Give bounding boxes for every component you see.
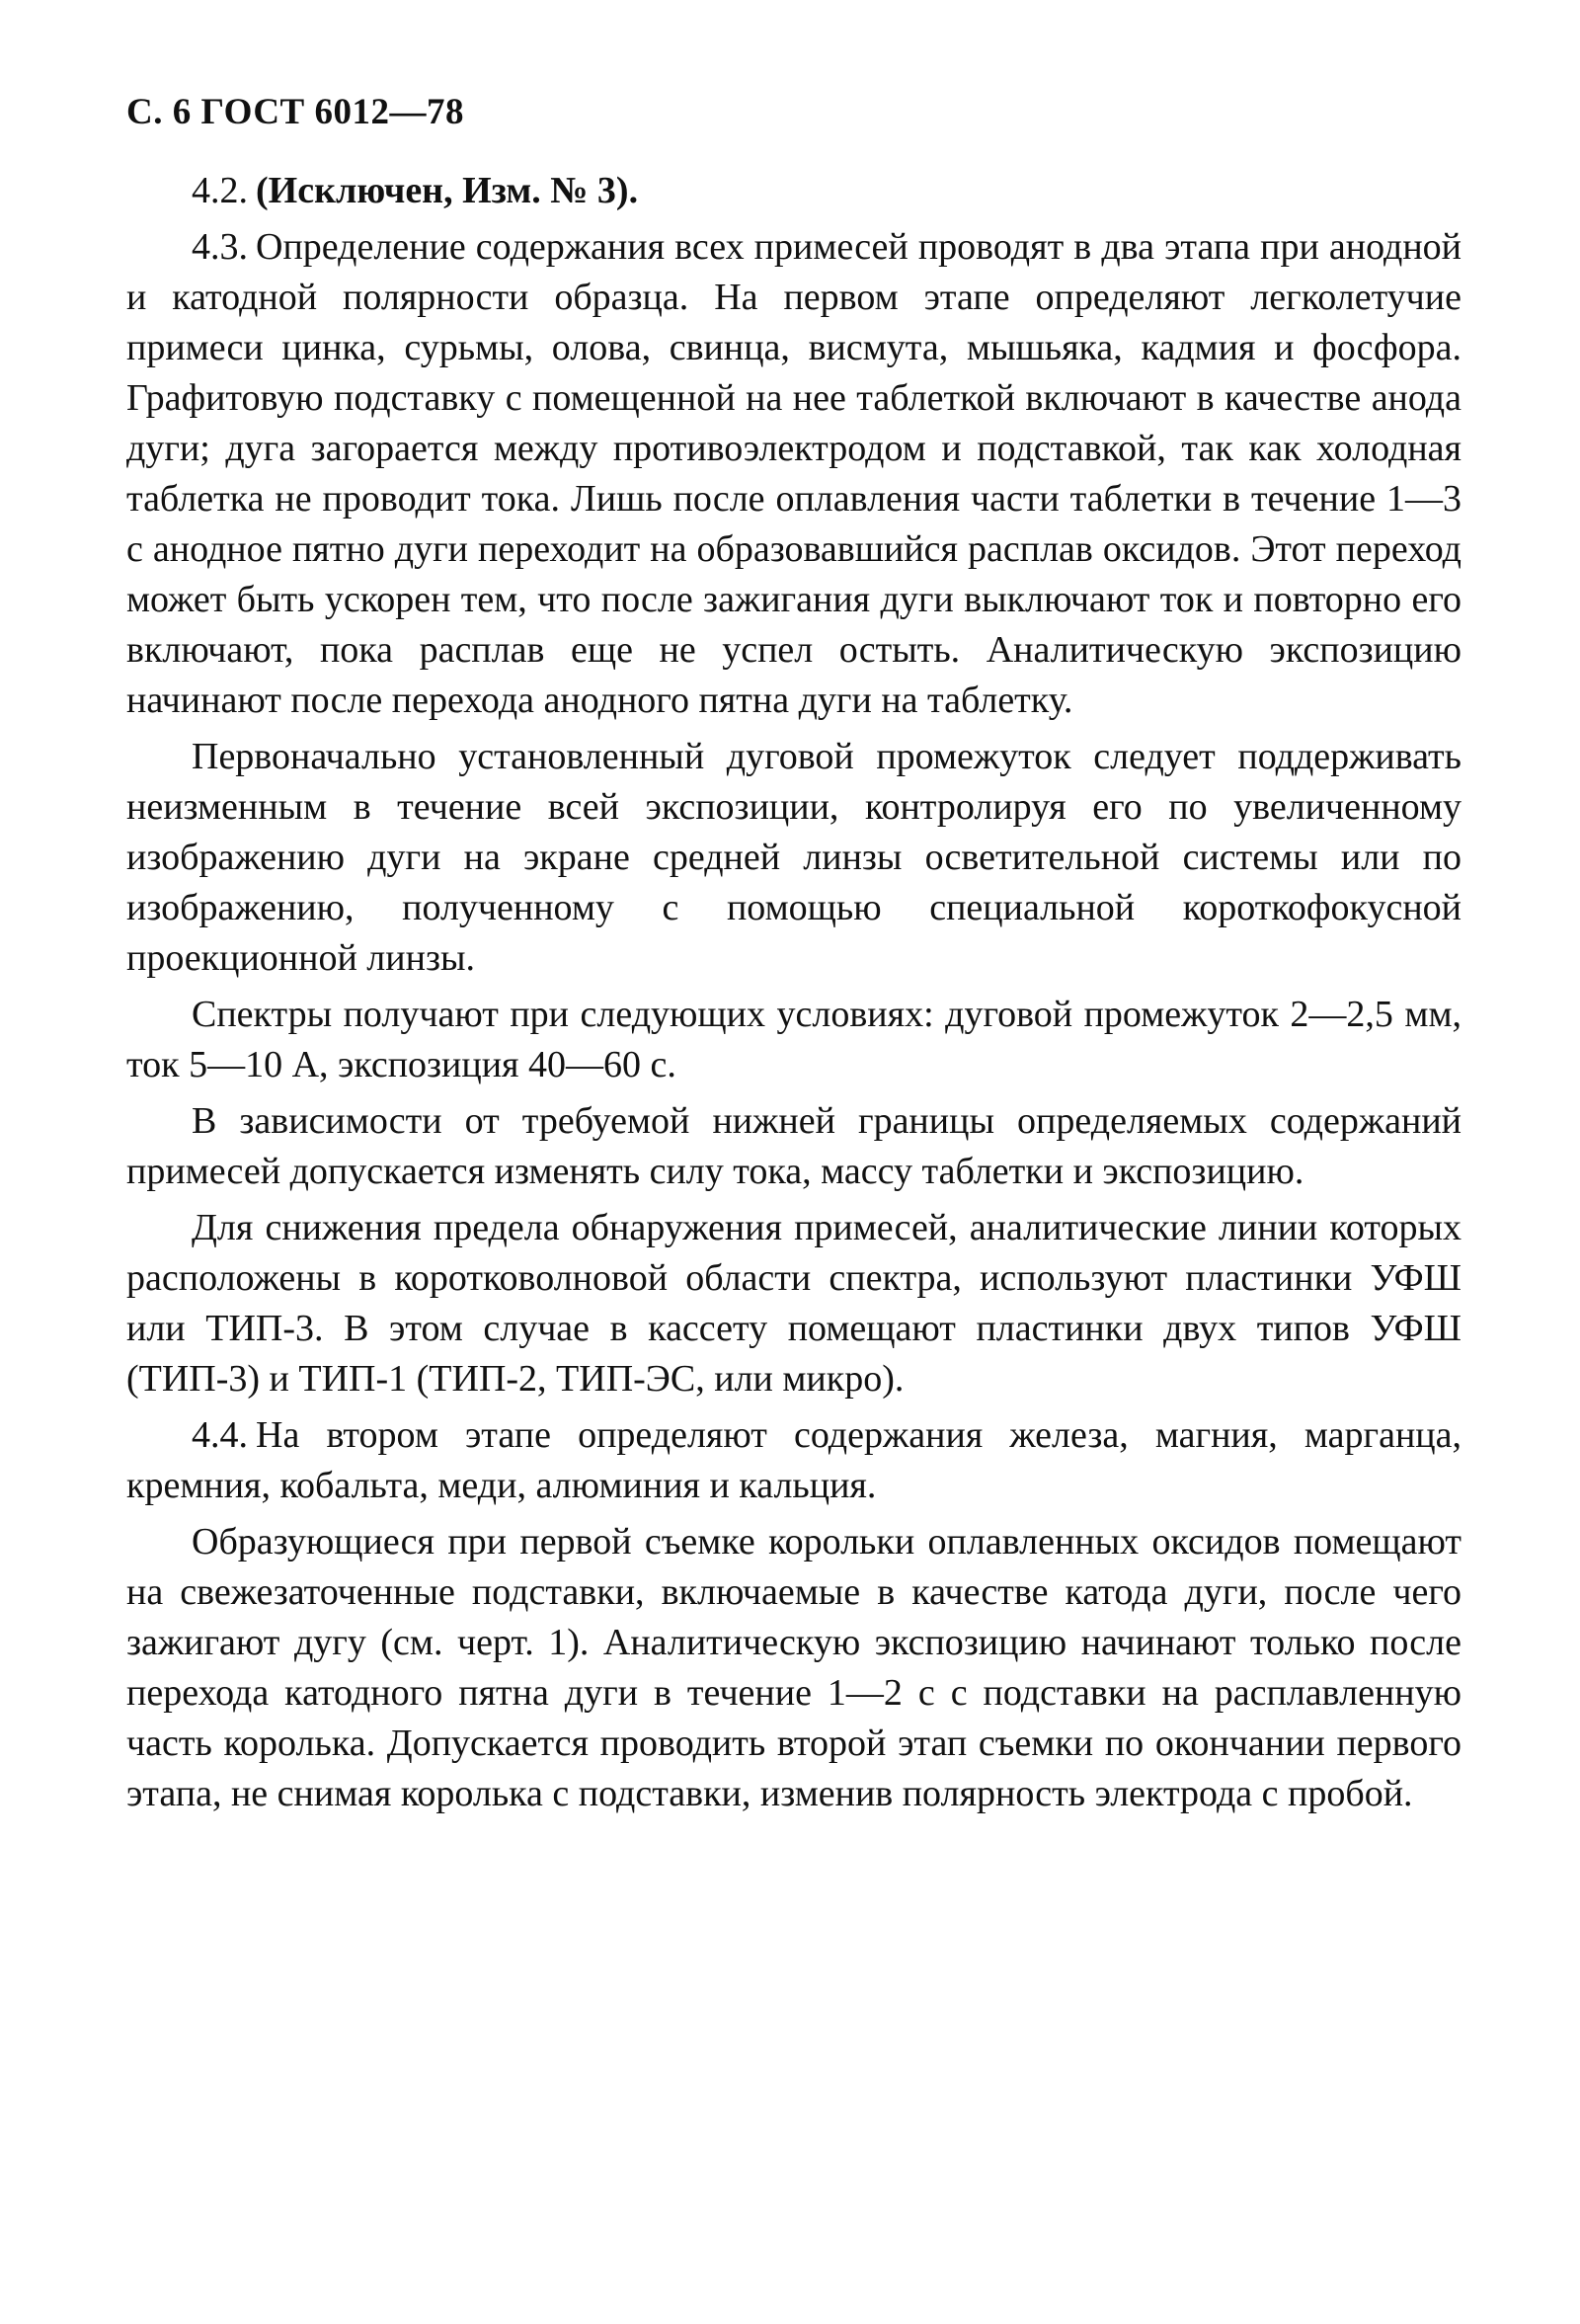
document-body [126,166,1462,1819]
paragraph-beads: Образующиеся при первой съемке корольки оплавленных оксидов помещают на свежезаточенные подставки, включаемые в качестве катода дуги, после чего зажигают дугу (см. черт. 1). Аналитическую экспозицию начинают только после перехода катодного пятна дуги в течение 1—2 с с подставки на расплавленную часть королька. Допускается проводить второй этап съемки по окончании первого этапа, не снимая королька с подставки, изменив полярность электрода с пробой. [126,1521,1462,1814]
clause-number: 4.3. [192,226,248,268]
page-header: С. 6 ГОСТ 6012—78 [126,92,464,132]
clause-4-4 [126,1410,1462,1511]
paragraph-detection-limit: Для снижения предела обнаружения примесей, аналитические линии которых расположены в коротковолновой области спектра, используют пластинки УФШ или ТИП-3. В этом случае в кассету помещают пластинки двух типов УФШ (ТИП-3) и ТИП-1 (ТИП-2, ТИП-ЭС, или микро). [126,1207,1462,1400]
clause-number: 4.4. [192,1414,248,1456]
clause-text: Определение содержания всех примесей проводят в два этапа при анодной и катодной полярности образца. На первом этапе определяют легколетучие примеси цинка, сурьмы, олова, свинца, висмута, мышьяка, кадмия и фосфора. Графитовую подставку с помещенной на нее таблеткой включают в качестве анода дуги; дуга загорается между противоэлектродом и подставкой, так как холодная таблетка не проводит тока. Лишь после оплавления части таблетки в течение 1—3 с анодное пятно дуги переходит на образовавшийся расплав оксидов. Этот переход может быть ускорен тем, что после зажигания дуги выключают ток и повторно его включают, пока расплав еще не успел остыть. Аналитическую экспозицию начинают после перехода анодного пятна дуги на таблетку. [126,226,1462,721]
clause-text: (Исключен, Изм. № 3). [256,170,639,211]
clause-number: 4.2. [192,170,248,211]
clause-text: На втором этапе определяют содержания железа, магния, марганца, кремния, кобальта, меди, алюминия и кальция. [126,1414,1462,1506]
clause-4-3 [126,222,1462,726]
paragraph-spectra-conditions: Спектры получают при следующих условиях: дуговой промежуток 2—2,5 мм, ток 5—10 А, экспозиция 40—60 с. [126,994,1462,1085]
paragraph-dependence: В зависимости от требуемой нижней границы определяемых содержаний примесей допускается изменять силу тока, массу таблетки и экспозицию. [126,1100,1462,1192]
paragraph-arc-gap: Первоначально установленный дуговой промежуток следует поддерживать неизменным в течение всей экспозиции, контролируя его по увеличенному изображению дуги на экране средней линзы осветительной системы или по изображению, полученному с помощью специальной короткофокусной проекционной линзы. [126,736,1462,979]
clause-4-2 [126,166,1462,216]
